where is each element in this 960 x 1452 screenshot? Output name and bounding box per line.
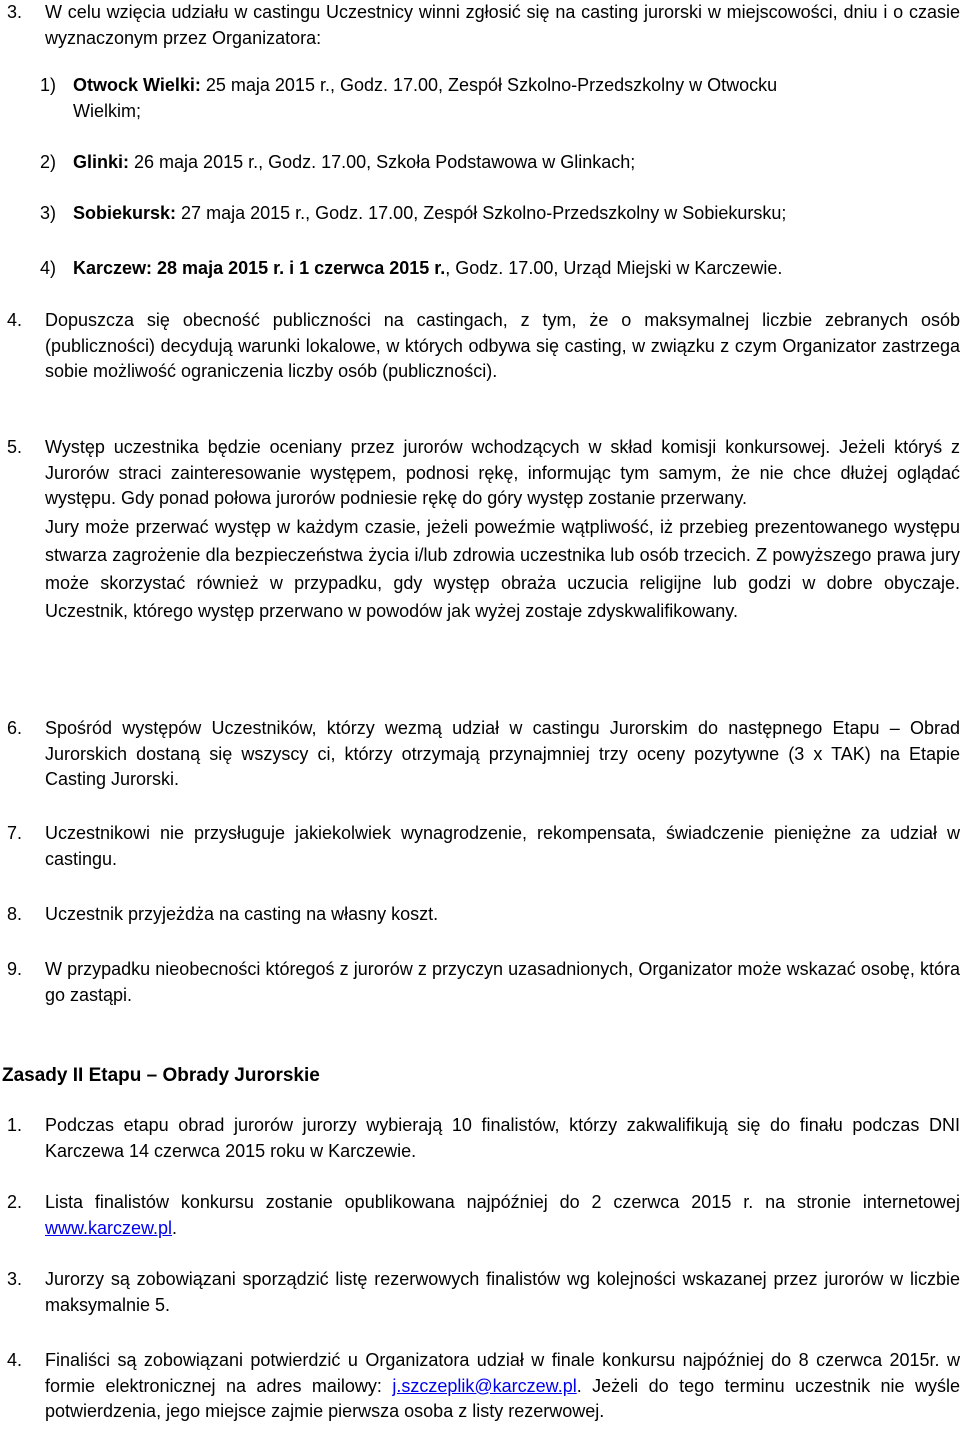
venue-number: 4) <box>40 258 57 278</box>
section-number: 3. <box>7 2 23 22</box>
section-heading: Zasady II Etapu – Obrady Jurorskie <box>2 1065 320 1086</box>
venue-number: 2) <box>40 152 57 172</box>
venue-number: 1) <box>40 75 57 95</box>
section-number: 6. <box>7 718 23 738</box>
section-5 <box>0 435 960 625</box>
email-link[interactable]: j.szczeplik@karczew.pl <box>392 1375 577 1396</box>
section-9 <box>0 957 960 1008</box>
stage2-item-4 <box>0 1348 960 1425</box>
section-number: 8. <box>7 904 23 924</box>
venue-item-3 <box>40 201 958 227</box>
venue-number: 3) <box>40 203 57 223</box>
section-3 <box>0 0 960 51</box>
section-7 <box>0 821 960 872</box>
section-text: Występ uczestnika będzie oceniany przez jurorów wchodzących w skład komisji konkursowej. Jeżeli któryś z Jurorów straci zainteresowanie występem, podnosi rękę, informując tym samym, że nie chce dłużej oglądać występu. Gdy ponad połowa jurorów podniesie rękę do góry występ zostanie przerwany. <box>45 437 960 508</box>
venue-item-4 <box>40 256 958 282</box>
section-text: Uczestnikowi nie przysługuje jakiekolwiek wynagrodzenie, rekompensata, świadczenie pieniężne za udział w castingu. <box>45 823 960 869</box>
section-number: 5. <box>7 437 23 457</box>
venue-name: Sobiekursk: <box>73 203 177 223</box>
section-4 <box>0 308 960 385</box>
venue-name: Karczew: 28 maja 2015 r. i 1 czerwca 2015 r. <box>73 258 446 278</box>
item-text <box>45 1190 960 1241</box>
item-text-after: . <box>172 1217 178 1238</box>
section-text: W celu wzięcia udziału w castingu Uczestnicy winni zgłosić się na casting jurorski w miejscowości, dniu i o czasie wyznaczonym przez Organizatora: <box>45 2 960 48</box>
item-text <box>45 1348 960 1425</box>
venue-name: Glinki: <box>73 152 130 172</box>
venue-details: 26 maja 2015 r., Godz. 17.00, Szkoła Podstawowa w Glinkach; <box>129 152 636 172</box>
section-text-continued: Jury może przerwać występ w każdym czasie, jeżeli poweźmie wątpliwość, iż przebieg prezentowanego występu stwarza zagrożenie dla bezpieczeństwa życia i/lub zdrowia uczestnika lub osób trzecich. Z powyższego prawa jury może skorzystać również w przypadku, gdy występ obraża uczucia religijne lub godzi w dobre obyczaje. Uczestnik, którego występ przerwano w powodów jak wyżej zostaje zdyskwalifikowany. <box>45 516 960 621</box>
stage2-item-2 <box>0 1190 960 1241</box>
venue-item-2 <box>40 150 958 176</box>
venue-item-1 <box>40 73 958 124</box>
item-text-before: Finaliści są zobowiązani potwierdzić u Organizatora udział w finale konkursu najpóźniej do 8 czerwca 2015r. w formie elektronicznej na adres mailowy: <box>45 1350 960 1396</box>
venue-details: , Godz. 17.00, Urząd Miejski w Karczewie. <box>445 258 783 278</box>
item-text-before: Lista finalistów konkursu zostanie opublikowana najpóźniej do 2 czerwca 2015 r. na stronie internetowej <box>45 1192 960 1212</box>
item-text: Podczas etapu obrad jurorów jurorzy wybierają 10 finalistów, którzy zakwalifikują się do finału podczas DNI Karczewa 14 czerwca 2015 roku w Karczewie. <box>45 1115 960 1161</box>
section-text: Uczestnik przyjeżdża na casting na własny koszt. <box>45 904 439 924</box>
item-number: 1. <box>7 1115 23 1135</box>
website-link[interactable]: www.karczew.pl <box>45 1217 173 1238</box>
item-number: 3. <box>7 1269 23 1289</box>
item-number: 2. <box>7 1192 23 1212</box>
venue-details: 25 maja 2015 r., Godz. 17.00, Zespół Szkolno-Przedszkolny w Otwocku <box>200 75 778 95</box>
stage2-item-1 <box>0 1113 960 1164</box>
section-number: 9. <box>7 959 23 979</box>
venue-details: 27 maja 2015 r., Godz. 17.00, Zespół Szkolno-Przedszkolny w Sobiekursku; <box>176 203 787 223</box>
section-number: 7. <box>7 823 23 843</box>
section-6 <box>0 716 960 793</box>
venue-details-continued: Wielkim; <box>73 100 141 121</box>
section-number: 4. <box>7 310 23 330</box>
item-text: Jurorzy są zobowiązani sporządzić listę rezerwowych finalistów wg kolejności wskazanej przez jurorów w liczbie maksymalnie 5. <box>45 1269 960 1315</box>
venue-name: Otwock Wielki: <box>73 75 201 95</box>
section-8 <box>0 902 960 928</box>
item-number: 4. <box>7 1350 23 1370</box>
section-text: Spośród występów Uczestników, którzy wezmą udział w castingu Jurorskim do następnego Etapu – Obrad Jurorskich dostaną się wszyscy ci, którzy otrzymają przynajmniej trzy oceny pozytywne (3 x TAK) na Etapie Casting Jurorski. <box>45 718 960 789</box>
section-text: W przypadku nieobecności któregoś z jurorów z przyczyn uzasadnionych, Organizator może wskazać osobę, która go zastąpi. <box>45 959 960 1005</box>
item-text-after: . Jeżeli do tego terminu uczestnik nie wyśle potwierdzenia, jego miejsce zajmie pierwsza osoba z listy rezerwowej. <box>45 1375 960 1421</box>
section-text: Dopuszcza się obecność publiczności na castingach, z tym, że o maksymalnej liczbie zebranych osób (publiczności) decydują warunki lokalowe, w których odbywa się casting, w związku z czym Organizator zastrzega sobie możliwość ograniczenia liczby osób (publiczności). <box>45 310 960 381</box>
stage2-item-3 <box>0 1267 960 1318</box>
